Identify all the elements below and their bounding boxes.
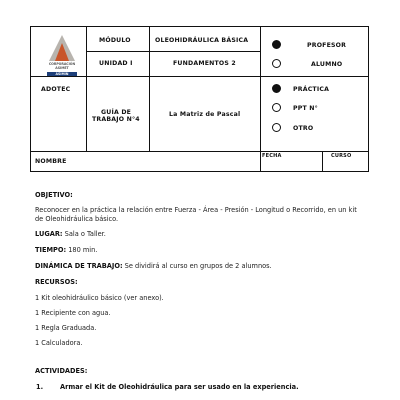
fecha-label: FECHA (262, 153, 282, 159)
dinamica-label: DINÁMICA DE TRABAJO: (35, 262, 123, 270)
radio-otro[interactable] (272, 123, 281, 132)
guia-value: La Matriz de Pascal (169, 111, 241, 118)
lugar-row (35, 230, 106, 238)
lugar-label: LUGAR: (35, 230, 63, 238)
radio-ppt[interactable] (272, 103, 281, 112)
header-table (30, 26, 369, 172)
unidad-label: UNIDAD I (99, 60, 133, 67)
recurso-item: 1 Regla Graduada. (35, 324, 97, 332)
actividad-number: 1. (36, 383, 44, 391)
modulo-label: MÓDULO (99, 37, 131, 44)
type-otro-label: OTRO (293, 125, 314, 132)
objetivo-line-2: de Oleohidráulica básico. (35, 215, 119, 223)
guia-label-2: TRABAJO N°4 (92, 116, 140, 123)
curso-label: CURSO (331, 153, 352, 159)
org-name: ADOTEC (41, 86, 71, 93)
recurso-item: 1 Kit oleohidráulico básico (ver anexo). (35, 294, 164, 302)
dinamica-row (35, 262, 272, 270)
modulo-value: OLEOHIDRÁULICA BÁSICA (155, 37, 249, 44)
recursos-heading: RECURSOS: (35, 278, 78, 286)
actividades-heading: ACTIVIDADES: (35, 367, 88, 375)
recurso-item: 1 Recipiente con agua. (35, 309, 111, 317)
tiempo-value: 180 min. (66, 246, 98, 254)
company-logo: CORPORACIÓN ASIMET ASIMIN (45, 33, 79, 75)
type-practica-label: PRÁCTICA (293, 86, 330, 93)
radio-profesor[interactable] (272, 40, 281, 49)
unidad-value: FUNDAMENTOS 2 (173, 60, 236, 67)
recurso-item: 1 Calculadora. (35, 339, 83, 347)
objetivo-heading: OBJETIVO: (35, 191, 73, 199)
role-profesor-label: PROFESOR (307, 42, 347, 49)
actividad-item: Armar el Kit de Oleohidráulica para ser usado en la experiencia. (60, 383, 299, 391)
lugar-value: Sala o Taller. (62, 230, 106, 238)
role-alumno-label: ALUMNO (311, 61, 343, 68)
tiempo-label: TIEMPO: (35, 246, 67, 254)
guia-label-1: GUÍA DE (101, 109, 132, 116)
radio-alumno[interactable] (272, 59, 281, 68)
dinamica-value: Se dividirá al curso en grupos de 2 alumnos. (122, 262, 272, 270)
tiempo-row (35, 246, 97, 254)
nombre-label: NOMBRE (35, 158, 67, 165)
radio-practica[interactable] (272, 84, 281, 93)
type-ppt-label: PPT N° (293, 105, 318, 112)
objetivo-line-1: Reconocer en la práctica la relación entre Fuerza - Área - Presión - Longitud o Recorrido, en un kit (35, 206, 357, 214)
